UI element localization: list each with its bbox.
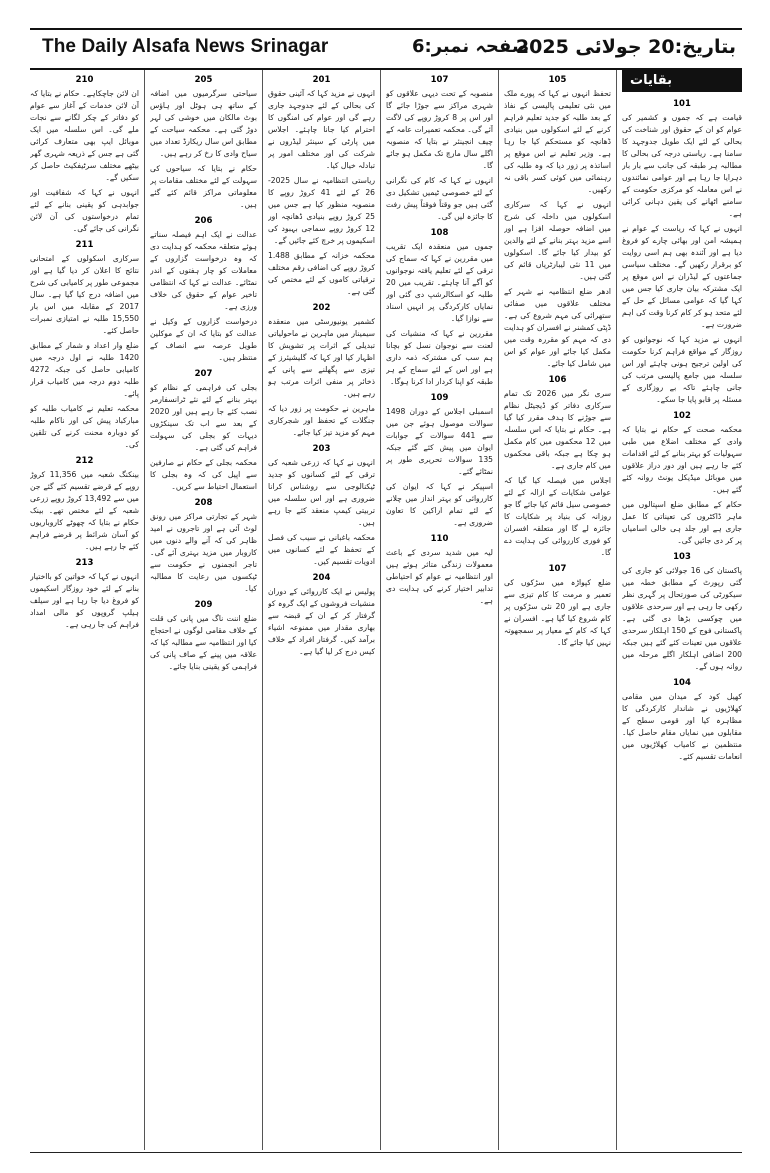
article-number: 206 [194, 216, 213, 226]
article-number: 109 [430, 393, 449, 403]
column-5 [150, 70, 257, 1150]
column-2 [504, 70, 611, 1150]
article-paragraph: ضلع اننت ناگ میں پانی کی قلت کے خلاف مقامی لوگوں نے احتجاج کیا اور انتظامیہ سے مطالبہ کیا کہ علاقہ میں پینے کے صاف پانی کی فراہمی کو یقینی بنایا جائے۔ [150, 614, 257, 671]
article-number: 103 [673, 552, 691, 562]
article-number: 202 [312, 303, 331, 313]
article-paragraph: کشمیر یونیورسٹی میں منعقدہ سیمینار میں ماہرین نے ماحولیاتی تبدیلی کے اثرات پر تشویش کا اظہار کیا اور کہا کہ گلیشیئرز کے تیزی سے پگھلنے سے پانی کے ذخائر پر منفی اثرات مرتب ہو رہے ہیں۔ [268, 317, 375, 398]
article-paragraph: پولیس نے ایک کارروائی کے دوران منشیات فروشوں کے ایک گروہ کو گرفتار کر کے ان کے قبضہ سے بھاری مقدار میں ممنوعہ اشیاء برآمد کیں۔ گرفتار افراد کے خلاف کیس درج کر لیا گیا ہے۔ [268, 587, 375, 656]
article-paragraph: ریاستی انتظامیہ نے سال 2025-26 کے لئے 41 کروڑ روپے کا منصوبہ منظور کیا ہے جس میں 25 کروڑ روپے بنیادی ڈھانچہ اور 12 کروڑ روپے سماجی بہبود کی اسکیموں پر خرچ کئے جائیں گے۔ [268, 176, 375, 245]
article-number: 205 [194, 75, 213, 85]
article-paragraph: محکمہ بجلی کے حکام نے صارفین سے اپیل کی کہ وہ بجلی کا استعمال احتیاط سے کریں۔ [150, 458, 257, 491]
column-1 [622, 70, 742, 1150]
article-paragraph: ضلع کپواڑہ میں سڑکوں کی تعمیر و مرمت کا کام تیزی سے جاری ہے اور 20 نئی سڑکوں پر کام شروع کیا گیا ہے۔ افسران نے کہا کہ کام کے معیار پر سمجھوتہ نہیں کیا جائے گا۔ [504, 578, 611, 647]
article-paragraph: محکمہ تعلیم نے کامیاب طلبہ کو مبارکباد پیش کی اور ناکام طلبہ کو دوبارہ محنت کرنے کی تلقین کی۔ [30, 404, 139, 449]
article-number: 210 [75, 75, 94, 85]
article-paragraph: تحفظ انہوں نے کہا کہ پورے ملک میں نئی تعلیمی پالیسی کے نفاذ کے بعد طلبہ کو جدید تعلیم فراہم کرنے کے لئے اسکولوں میں بنیادی ڈھانچہ کو مستحکم کیا جا رہا ہے۔ وزیر تعلیم نے اس موقع پر اساتذہ پر زور دیا کہ وہ طلبہ کی رہنمائی میں کوئی کسر باقی نہ رکھیں۔ [504, 89, 611, 194]
article-paragraph: پاکستان کی 16 جولائی کو جاری کی گئی رپورٹ کے مطابق خطہ میں سیکورٹی کی صورتحال پر گہری نظر رکھی جا رہی ہے اور سرحدی علاقوں میں چوکسی بڑھا دی گئی ہے۔ پاکستانی فوج کے 150 اہلکار سرحدی علاقوں میں تعینات کئے گئے ہیں جبکہ 200 اضافی اہلکار اگلے مرحلہ میں روانہ ہوں گے۔ [622, 566, 742, 671]
article-paragraph: ادھر ضلع انتظامیہ نے شہر کے مختلف علاقوں میں صفائی ستھرائی کی مہم شروع کی ہے۔ ڈپٹی کمشنر نے افسران کو ہدایت دی کہ مہم کو مقررہ وقت میں مکمل کیا جائے اور عوام کو اس میں شامل کیا جائے۔ [504, 287, 611, 368]
article-paragraph: سری نگر میں 2026 تک تمام سرکاری دفاتر کو ڈیجیٹل نظام سے جوڑنے کا ہدف مقرر کیا گیا ہے۔ حکام نے بتایا کہ اس سلسلہ میں 12 محکموں میں کام مکمل ہو چکا ہے جبکہ باقی محکموں میں کام جاری ہے۔ [504, 389, 611, 470]
column-3 [386, 70, 493, 1150]
article-paragraph: انہوں نے کہا کہ سرکاری اسکولوں میں داخلہ کی شرح میں اضافہ حوصلہ افزا ہے اور اسے مزید بہتر بنانے کے لئے والدین کو بیدار کیا جائے گا۔ اسکولوں میں 11 نئی لیبارٹریاں قائم کی گئی ہیں۔ [504, 200, 611, 281]
article-number: 102 [673, 411, 691, 421]
article-number: 204 [312, 573, 331, 583]
article-paragraph: منصوبہ کے تحت دیہی علاقوں کو شہری مراکز سے جوڑا جائے گا اور اس پر 8 کروڑ روپے کی لاگت آئے گی۔ محکمہ تعمیرات عامہ کے چیف انجینئر نے بتایا کہ منصوبہ اگلے سال مارچ تک مکمل ہو جائے گا۔ [386, 89, 493, 170]
article-paragraph: انہوں نے کہا کہ کام کی نگرانی کے لئے خصوصی ٹیمیں تشکیل دی گئی ہیں جو وقتاً فوقتاً پیش رفت کا جائزہ لیں گی۔ [386, 176, 493, 221]
article-paragraph: ماہرین نے حکومت پر زور دیا کہ جنگلات کے تحفظ اور شجرکاری مہم کو مزید تیز کیا جائے۔ [268, 404, 375, 437]
article-number: 101 [673, 99, 691, 109]
article-paragraph: اسمبلی اجلاس کے دوران 1498 سوالات موصول ہوئے جن میں سے 441 سوالات کے جوابات ایوان میں پیش کئے گئے جبکہ 135 سوالات تحریری طور پر نمٹائے گئے۔ [386, 407, 493, 476]
column-4 [268, 70, 375, 1150]
page-number: صفحہ نمبر:6 [412, 36, 530, 57]
article-paragraph: حکام نے بتایا کہ سیاحوں کی سہولت کے لئے مختلف مقامات پر معلوماتی مراکز قائم کئے گئے ہیں۔ [150, 164, 257, 209]
article-paragraph: سرکاری اسکولوں کے امتحانی نتائج کا اعلان کر دیا گیا ہے اور مجموعی طور پر کامیابی کی شرح میں اضافہ درج کیا گیا ہے۔ سال 2017 کے مقابلہ میں اس بار 15,550 طلبہ نے امتیازی نمبرات حاصل کئے۔ [30, 254, 139, 335]
article-paragraph: انہوں نے کہا کہ زرعی شعبہ کی ترقی کے لئے کسانوں کو جدید ٹیکنالوجی سے روشناس کرانا ضروری ہے اور اس سلسلہ میں تربیتی کیمپ منعقد کئے جا رہے ہیں۔ [268, 458, 375, 527]
article-number: 105 [548, 75, 567, 85]
article-paragraph: مقررین نے کہا کہ منشیات کی لعنت سے نوجوان نسل کو بچانا ہم سب کی مشترکہ ذمہ داری ہے اور اس کے لئے سماج کے ہر طبقہ کو اپنا کردار ادا کرنا ہوگا۔ [386, 329, 493, 386]
column-divider [616, 70, 617, 1150]
article-paragraph: عدالت نے ایک اہم فیصلہ سناتے ہوئے متعلقہ محکمہ کو ہدایت دی کہ وہ درخواست گزاروں کے معاملات کو چار ہفتوں کے اندر نمٹائے۔ عدالت نے کہا کہ انتظامی تاخیر عوام کے حقوق کی خلاف ورزی ہے۔ [150, 230, 257, 311]
section-heading: بقایات [622, 70, 742, 92]
issue-date: بتاریخ:20 جولائی 2025 [515, 36, 736, 58]
article-number: 207 [194, 369, 213, 379]
column-divider [262, 70, 263, 1150]
article-number: 107 [548, 564, 567, 574]
article-number: 201 [312, 75, 331, 85]
article-paragraph: اجلاس میں فیصلہ کیا گیا کہ عوامی شکایات کے ازالہ کے لئے خصوصی سیل قائم کیا جائے گا جو روزانہ کی بنیاد پر شکایات کا جائزہ لے گا اور متعلقہ افسران کو فوری کارروائی کی ہدایت دے گا۔ [504, 476, 611, 557]
article-number: 110 [430, 534, 449, 544]
article-number: 106 [548, 375, 567, 385]
article-paragraph: قیامت ہے کہ جموں و کشمیر کی عوام کو ان کے حقوق اور شناخت کی بحالی کے لئے ایک طویل جدوجہد کا سامنا ہے۔ ریاستی درجہ کی بحالی کا مطالبہ ہر طبقہ کی جانب سے بار بار دہرایا جا رہا ہے اور عوامی نمائندوں نے اس معاملہ کو مرکزی حکومت کے سامنے اٹھانے کی یقین دہانی کرائی ہے۔ [622, 113, 742, 218]
article-number: 211 [75, 240, 94, 250]
article-number: 107 [430, 75, 449, 85]
article-paragraph: انہوں نے کہا کہ خواتین کو بااختیار بنانے کے لئے خود روزگار اسکیموں کو فروغ دیا جا رہا ہے اور سیلف ہیلپ گروپوں کو مالی امداد فراہم کی جا رہی ہے۔ [30, 572, 139, 629]
column-6 [30, 70, 139, 1150]
article-number: 203 [312, 444, 331, 454]
article-paragraph: محکمہ صحت کے حکام نے بتایا کہ وادی کے مختلف اضلاع میں طبی سہولیات کو بہتر بنانے کے لئے اقدامات کئے جا رہے ہیں اور دور دراز علاقوں میں موبائل میڈیکل یونٹ روانہ کئے گئے ہیں۔ [622, 425, 742, 494]
article-paragraph: سیاحتی سرگرمیوں میں اضافہ کے ساتھ ہی ہوٹل اور ہاؤس بوٹ مالکان میں خوشی کی لہر دوڑ گئی ہے۔ محکمہ سیاحت کے مطابق اس سال ریکارڈ تعداد میں سیاح وادی کا رخ کر رہے ہیں۔ [150, 89, 257, 158]
column-divider [498, 70, 499, 1150]
column-divider [144, 70, 145, 1150]
article-columns [30, 70, 742, 1150]
newspaper-title: The Daily Alsafa News Srinagar [42, 36, 329, 57]
column-divider [380, 70, 381, 1150]
masthead [30, 28, 742, 70]
article-paragraph: لیہ میں شدید سردی کے باعث معمولات زندگی متاثر ہوئے ہیں اور انتظامیہ نے عوام کو احتیاطی تدابیر اختیار کرنے کی ہدایت دی ہے۔ [386, 548, 493, 605]
article-paragraph: محکمہ باغبانی نے سیب کی فصل کے تحفظ کے لئے کسانوں میں ادویات تقسیم کیں۔ [268, 533, 375, 566]
article-paragraph: انہوں نے کہا کہ ریاست کے عوام نے ہمیشہ امن اور بھائی چارے کو فروغ دیا ہے اور آئندہ بھی ہم اسی روایت کو برقرار رکھیں گے۔ مختلف سیاسی جماعتوں کے لیڈران نے اس موقع پر ایک مشترکہ بیان جاری کیا جس میں کہا گیا کہ عوامی مسائل کے حل کے لئے متحد ہو کر کام کرنا وقت کی اہم ضرورت ہے۔ [622, 224, 742, 329]
article-paragraph: بجلی کی فراہمی کے نظام کو بہتر بنانے کے لئے نئے ٹرانسفارمر نصب کئے جا رہے ہیں اور 2020 کے بعد سے اب تک سینکڑوں دیہات کو بجلی کی سہولت فراہم کی گئی ہے۔ [150, 383, 257, 452]
article-paragraph: شہر کے تجارتی مراکز میں رونق لوٹ آئی ہے اور تاجروں نے امید ظاہر کی کہ آنے والے دنوں میں کاروبار میں مزید بہتری آئے گی۔ تاجر انجمنوں نے حکومت سے ٹیکسوں میں رعایت کا مطالبہ کیا۔ [150, 512, 257, 593]
article-paragraph: درخواست گزاروں کے وکیل نے عدالت کو بتایا کہ ان کے موکلین طویل عرصہ سے انصاف کے منتظر ہیں۔ [150, 317, 257, 362]
article-paragraph: انہوں نے مزید کہا کہ نوجوانوں کو روزگار کے مواقع فراہم کرنا حکومت کی اولین ترجیح ہونی چاہئے اور اس سلسلہ میں جامع پالیسی مرتب کی جانی چاہئے تاکہ بے روزگاری کے مسئلہ پر قابو پایا جا سکے۔ [622, 335, 742, 404]
article-number: 209 [194, 600, 213, 610]
article-number: 208 [194, 498, 213, 508]
article-paragraph: محکمہ خزانہ کے مطابق 1.488 کروڑ روپے کی اضافی رقم مختلف ترقیاتی کاموں کے لئے مختص کی گئی ہے۔ [268, 251, 375, 296]
article-paragraph: انہوں نے مزید کہا کہ آئینی حقوق کی بحالی کے لئے جدوجہد جاری رہے گی اور عوام کی امنگوں کا احترام کیا جانا چاہئے۔ اجلاس میں پارٹی کے سینئر لیڈروں نے شرکت کی اور مختلف امور پر تبادلہ خیال کیا۔ [268, 89, 375, 170]
article-paragraph: اسپیکر نے کہا کہ ایوان کی کارروائی کو بہتر انداز میں چلانے کے لئے تمام اراکین کا تعاون ضروری ہے۔ [386, 482, 493, 527]
bottom-rule [30, 1152, 742, 1153]
article-number: 213 [75, 558, 94, 568]
article-paragraph: بینکنگ شعبہ میں 11,356 کروڑ روپے کے قرضے تقسیم کئے گئے جن میں سے 13,492 کروڑ روپے زرعی شعبہ کے لئے مختص تھے۔ بینک حکام نے بتایا کہ چھوٹے کاروباریوں کو آسان شرائط پر قرضے فراہم کئے جا رہے ہیں۔ [30, 470, 139, 551]
article-paragraph: ان لائن جاچکاہے۔ حکام نے بتایا کہ آن لائن خدمات کے آغاز سے عوام کو دفاتر کے چکر لگانے سے نجات ملے گی۔ اس سلسلہ میں ایک موبائل ایپ بھی متعارف کرائی گئی ہے جس کے ذریعہ شہری گھر بیٹھے مختلف سرٹیفکیٹ حاصل کر سکیں گے۔ [30, 89, 139, 182]
article-paragraph: کھیل کود کے میدان میں مقامی کھلاڑیوں نے شاندار کارکردگی کا مظاہرہ کیا اور قومی سطح کے مقابلوں میں نمایاں مقام حاصل کیا۔ منتظمین نے کامیاب کھلاڑیوں میں انعامات تقسیم کئے۔ [622, 692, 742, 761]
article-paragraph: جموں میں منعقدہ ایک تقریب میں مقررین نے کہا کہ سماج کی ترقی کے لئے تعلیم یافتہ نوجوانوں کو آگے آنا چاہئے۔ تقریب میں 20 طلبہ کو اسکالرشپ دی گئی اور نمایاں کارکردگی پر انہیں اسناد سے نوازا گیا۔ [386, 242, 493, 323]
article-paragraph: حکام کے مطابق ضلع اسپتالوں میں ماہر ڈاکٹروں کی تعیناتی کا عمل جاری ہے اور جلد ہی خالی اسامیاں پر کر دی جائیں گی۔ [622, 500, 742, 545]
article-paragraph: ضلع وار اعداد و شمار کے مطابق 1420 طلبہ نے اول درجہ میں کامیابی حاصل کی جبکہ 4272 طلبہ دوم درجہ میں کامیاب قرار پائے۔ [30, 341, 139, 398]
article-number: 108 [430, 228, 449, 238]
article-number: 212 [75, 456, 94, 466]
article-number: 104 [673, 678, 691, 688]
article-paragraph: انہوں نے کہا کہ شفافیت اور جوابدہی کو یقینی بنانے کے لئے تمام درخواستوں کی آن لائن نگرانی کی جائے گی۔ [30, 188, 139, 233]
